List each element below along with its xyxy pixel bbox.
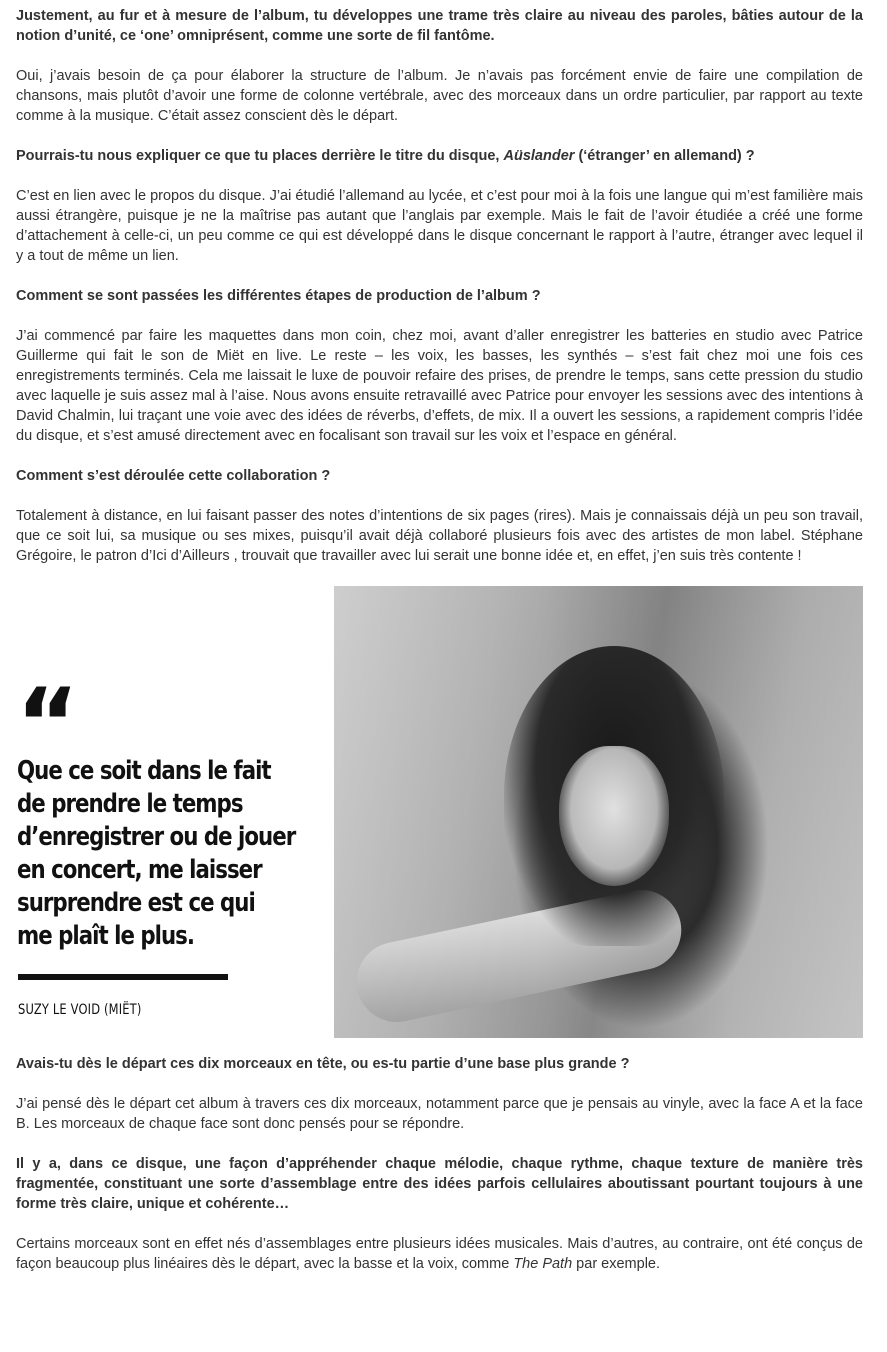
answer-text: par exemple.: [572, 1256, 661, 1272]
pullquote-author: SUZY LE VOID (MIËT): [18, 1002, 142, 1018]
pullquote-divider: [18, 974, 228, 980]
question-text: Pourrais-tu nous expliquer ce que tu places derrière le titre du disque,: [16, 148, 504, 164]
pullquote-text: Que ce soit dans le fait de prendre le temps d’enregistrer ou de jouer en concert, me laisser surprendre est ce qui me plaît le plus.: [17, 756, 296, 951]
quote-mark-icon: “: [16, 668, 80, 780]
interview-question: [16, 146, 863, 166]
article-bottom-section: [16, 1054, 863, 1274]
interview-question: Avais-tu dès le départ ces dix morceaux en tête, ou es-tu partie d’une base plus grande ?: [16, 1056, 630, 1072]
photo-detail: [334, 586, 863, 1038]
interview-answer: [16, 1234, 863, 1274]
article-top-section: [16, 6, 863, 566]
pullquote-feature: [16, 586, 863, 1038]
pullquote: [16, 586, 316, 1038]
interview-answer: Totalement à distance, en lui faisant passer des notes d’intentions de six pages (rires). Mais je connaissais déjà un peu son travail, que ce soit lui, sa musique ou ses mixes, puisqu’il avait déjà collaboré plusieurs fois avec des artistes de mon label. Stéphane Grégoire, le patron d’Ici d’Ailleurs , trouvait que travailler avec lui serait une bonne idée et, en effet, j’en suis très contente !: [16, 508, 863, 564]
album-title: Aüslander: [503, 148, 575, 164]
interview-answer: J’ai commencé par faire les maquettes dans mon coin, chez moi, avant d’aller enregistrer les batteries en studio avec Patrice Guillerme qui fait le son de Miët en live. Le reste – les voix, les basses, les synthés – s’est fait chez moi une fois ces enregistrements terminés. Cela me laissait le luxe de pouvoir refaire des prises, de prendre le temps, sans cette pression du studio avec laquelle je suis assez mal à l’aise. Nous avons ensuite retravaillé avec Patrice pour envoyer les sessions avec des intentions à David Chalmin, lui traçant une voie avec des idées de réverbs, d’effets, de mix. Il a ouvert les sessions, a rapidement compris l’idée du disque, et s’est amusé directement avec en focalisant son travail sur les voix et l’espace en général.: [16, 328, 863, 444]
answer-text: Certains morceaux sont en effet nés d’assemblages entre plusieurs idées musicales. Mais d’autres, au contraire, ont été conçus de façon beaucoup plus linéaires dès le départ, avec la basse et la voix, comme: [16, 1236, 863, 1272]
interview-answer: J’ai pensé dès le départ cet album à travers ces dix morceaux, notamment parce que je pensais au vinyle, avec la face A et la face B. Les morceaux de chaque face sont donc pensés pour se répondre.: [16, 1096, 863, 1132]
interview-answer: C’est en lien avec le propos du disque. J’ai étudié l’allemand au lycée, et c’est pour moi à la fois une langue qui m’est familière mais aussi étrangère, puisque je ne la maîtrise pas autant que l’anglais par exemple. Mais le fait de l’avoir étudiée a créé une forme d’attachement à celle-ci, un peu comme ce qui est développé dans le disque concernant le rapport à l’autre, étranger avec lequel il y a tout de même un lien.: [16, 188, 863, 264]
artist-photo: [334, 586, 863, 1038]
song-title: The Path: [513, 1256, 573, 1272]
interview-question: Comment se sont passées les différentes étapes de production de l’album ?: [16, 288, 541, 304]
interview-question: Il y a, dans ce disque, une façon d’appréhender chaque mélodie, chaque rythme, chaque texture de manière très fragmentée, constituant une sorte d’assemblage entre des idées parfois cellulaires aboutissant pourtant toujours à une forme très claire, unique et cohérente…: [16, 1156, 863, 1212]
interview-answer: Oui, j’avais besoin de ça pour élaborer la structure de l’album. Je n’avais pas forcément envie de faire une compilation de chansons, mais plutôt d’avoir une forme de colonne vertébrale, avec des morceaux dans un ordre particulier, par rapport au texte comme à la musique. C’était assez conscient dès le départ.: [16, 68, 863, 124]
interview-question: Justement, au fur et à mesure de l’album, tu développes une trame très claire au niveau des paroles, bâties autour de la notion d’unité, ce ‘one’ omniprésent, comme une sorte de fil fantôme.: [16, 8, 863, 44]
question-text: (‘étranger’ en allemand) ?: [574, 148, 755, 164]
interview-question: Comment s’est déroulée cette collaboration ?: [16, 468, 331, 484]
